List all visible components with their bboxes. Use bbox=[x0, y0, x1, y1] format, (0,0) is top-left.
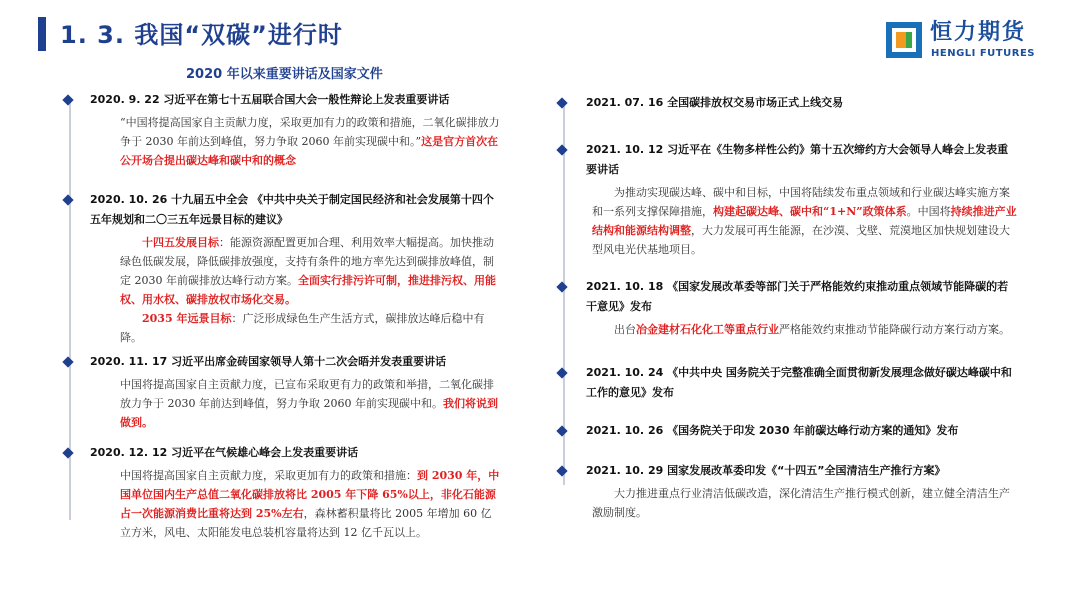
entry-heading: 2021. 10. 24 《中共中央 国务院关于完整准确全面贯彻新发展理念做好碳达峰碳中和工作的意见》发布 bbox=[586, 366, 1012, 399]
timeline-entry bbox=[558, 140, 1018, 259]
body-highlight: 到 2030 年，中国单位国内生产总值二氧化碳排放将比 2005 年下降 65%以上，非化石能源占一次能源消费比重将达到 25%左右 bbox=[120, 469, 500, 520]
body-highlight: 全面实行排污许可制，推进排污权、用能权、用水权、碳排放权市场化交易。 bbox=[120, 274, 496, 306]
logo-text-cn: 恒力期货 bbox=[930, 20, 1027, 45]
entry-heading: 2020. 10. 26 十九届五中全会 《中共中央关于制定国民经济和社会发展第十四个五年规划和二〇三五年远景目标的建议》 bbox=[90, 193, 494, 226]
timeline-entry bbox=[64, 352, 500, 432]
body-text: ，大力发展可再生能源，在沙漠、戈壁、荒漠地区加快规划建设大型风电光伏基地项目。 bbox=[592, 224, 1010, 256]
page-subtitle: 2020 年以来重要讲话及国家文件 bbox=[186, 67, 383, 82]
timeline-entry bbox=[64, 90, 500, 170]
timeline-entry bbox=[558, 421, 1018, 441]
body-highlight: 冶金建材石化化工等重点行业 bbox=[636, 323, 779, 336]
timeline-diamond-icon bbox=[62, 356, 73, 367]
body-highlight: 我们将说到做到。 bbox=[120, 397, 498, 429]
logo-text-en: HENGLI FUTURES bbox=[931, 48, 1035, 59]
logo-mark-icon bbox=[886, 22, 922, 58]
body-highlight: 构建起碳达峰、碳中和“1+N”政策体系 bbox=[713, 205, 907, 218]
body-text: “中国将提高国家自主贡献力度，采取更加有力的政策和措施，二氧化碳排放力争于 2030 年前达到峰值，努力争取 2060 年前实现碳中和。” bbox=[120, 116, 500, 148]
body-text: ：能源资源配置更加合理、利用效率大幅提高。加快推动绿色低碳发展，降低碳排放强度，支持有条件的地方率先达到碳排放峰值，制定 2030 年前碳排放达峰行动方案。 bbox=[120, 236, 494, 287]
body-text: 为推动实现碳达峰、碳中和目标，中国将陆续发布重点领域和行业碳达峰实施方案和一系列支撑保障措施， bbox=[592, 186, 1010, 218]
entry-body bbox=[592, 320, 1018, 339]
entry-heading: 2020. 9. 22 习近平在第七十五届联合国大会一般性辩论上发表重要讲话 bbox=[90, 93, 450, 106]
body-text: 出台 bbox=[614, 323, 636, 336]
body-text: 严格能效约束推动节能降碳行动方案行动方案。 bbox=[779, 323, 1010, 336]
body-text: ，森林蓄积量将比 2005 年增加 60 亿立方米，风电、太阳能发电总装机容量将达到 12 亿千瓦以上。 bbox=[120, 507, 492, 539]
timeline-diamond-icon bbox=[556, 281, 567, 292]
timeline-entry bbox=[64, 443, 500, 542]
body-text: 中国将提高国家自主贡献力度，采取更加有力的政策和措施： bbox=[120, 469, 417, 482]
timeline-diamond-icon bbox=[556, 425, 567, 436]
entry-heading: 2021. 07. 16 全国碳排放权交易市场正式上线交易 bbox=[586, 96, 844, 109]
timeline-diamond-icon bbox=[556, 367, 567, 378]
entry-heading: 2020. 11. 17 习近平出席金砖国家领导人第十二次会晤并发表重要讲话 bbox=[90, 355, 447, 368]
entry-heading: 2021. 10. 26 《国务院关于印发 2030 年前碳达峰行动方案的通知》发布 bbox=[586, 424, 959, 437]
entry-body bbox=[120, 375, 500, 432]
entry-heading: 2021. 10. 12 习近平在《生物多样性公约》第十五次缔约方大会领导人峰会上发表重要讲话 bbox=[586, 143, 1009, 176]
body-highlight: 这是官方首次在公开场合提出碳达峰和碳中和的概念 bbox=[120, 135, 499, 167]
timeline-diamond-icon bbox=[556, 465, 567, 476]
entry-heading: 2020. 12. 12 习近平在气候雄心峰会上发表重要讲话 bbox=[90, 446, 359, 459]
entry-body bbox=[120, 113, 500, 170]
timeline-diamond-icon bbox=[62, 94, 73, 105]
body-highlight: 持续推进产业结构和能源结构调整 bbox=[592, 205, 1017, 237]
body-text: 。中国将 bbox=[906, 205, 951, 218]
timeline-diamond-icon bbox=[556, 144, 567, 155]
timeline-entry bbox=[64, 190, 500, 347]
company-logo bbox=[886, 20, 1046, 62]
entry-body bbox=[120, 466, 500, 542]
body-text: 大力推进重点行业清洁低碳改造，深化清洁生产推行模式创新，建立健全清洁生产激励制度。 bbox=[592, 487, 1010, 519]
page-title: 1. 3. 我国“双碳”进行时 bbox=[60, 21, 343, 49]
timeline-diamond-icon bbox=[62, 447, 73, 458]
entry-body bbox=[120, 233, 500, 347]
body-highlight: 十四五发展目标 bbox=[142, 236, 219, 249]
title-accent-bar bbox=[38, 17, 46, 51]
entry-heading: 2021. 10. 29 国家发展改革委印发《“十四五”全国清洁生产推行方案》 bbox=[586, 464, 946, 477]
timeline-entry bbox=[558, 461, 1018, 522]
entry-body bbox=[592, 183, 1018, 259]
timeline-entry bbox=[558, 93, 1018, 113]
body-highlight: 2035 年远景目标 bbox=[142, 312, 232, 325]
entry-heading: 2021. 10. 18 《国家发展改革委等部门关于严格能效约束推动重点领域节能降碳的若干意见》发布 bbox=[586, 280, 1009, 313]
timeline-entry bbox=[558, 363, 1018, 403]
body-text: ：广泛形成绿色生产生活方式，碳排放达峰后稳中有降。 bbox=[120, 312, 485, 344]
timeline-diamond-icon bbox=[556, 97, 567, 108]
timeline-diamond-icon bbox=[62, 194, 73, 205]
body-text: 中国将提高国家自主贡献力度，已宣布采取更有力的政策和举措，二氧化碳排放力争于 2030 年前达到峰值，努力争取 2060 年前实现碳中和。 bbox=[120, 378, 494, 410]
entry-body bbox=[592, 484, 1018, 522]
timeline-entry bbox=[558, 277, 1018, 339]
